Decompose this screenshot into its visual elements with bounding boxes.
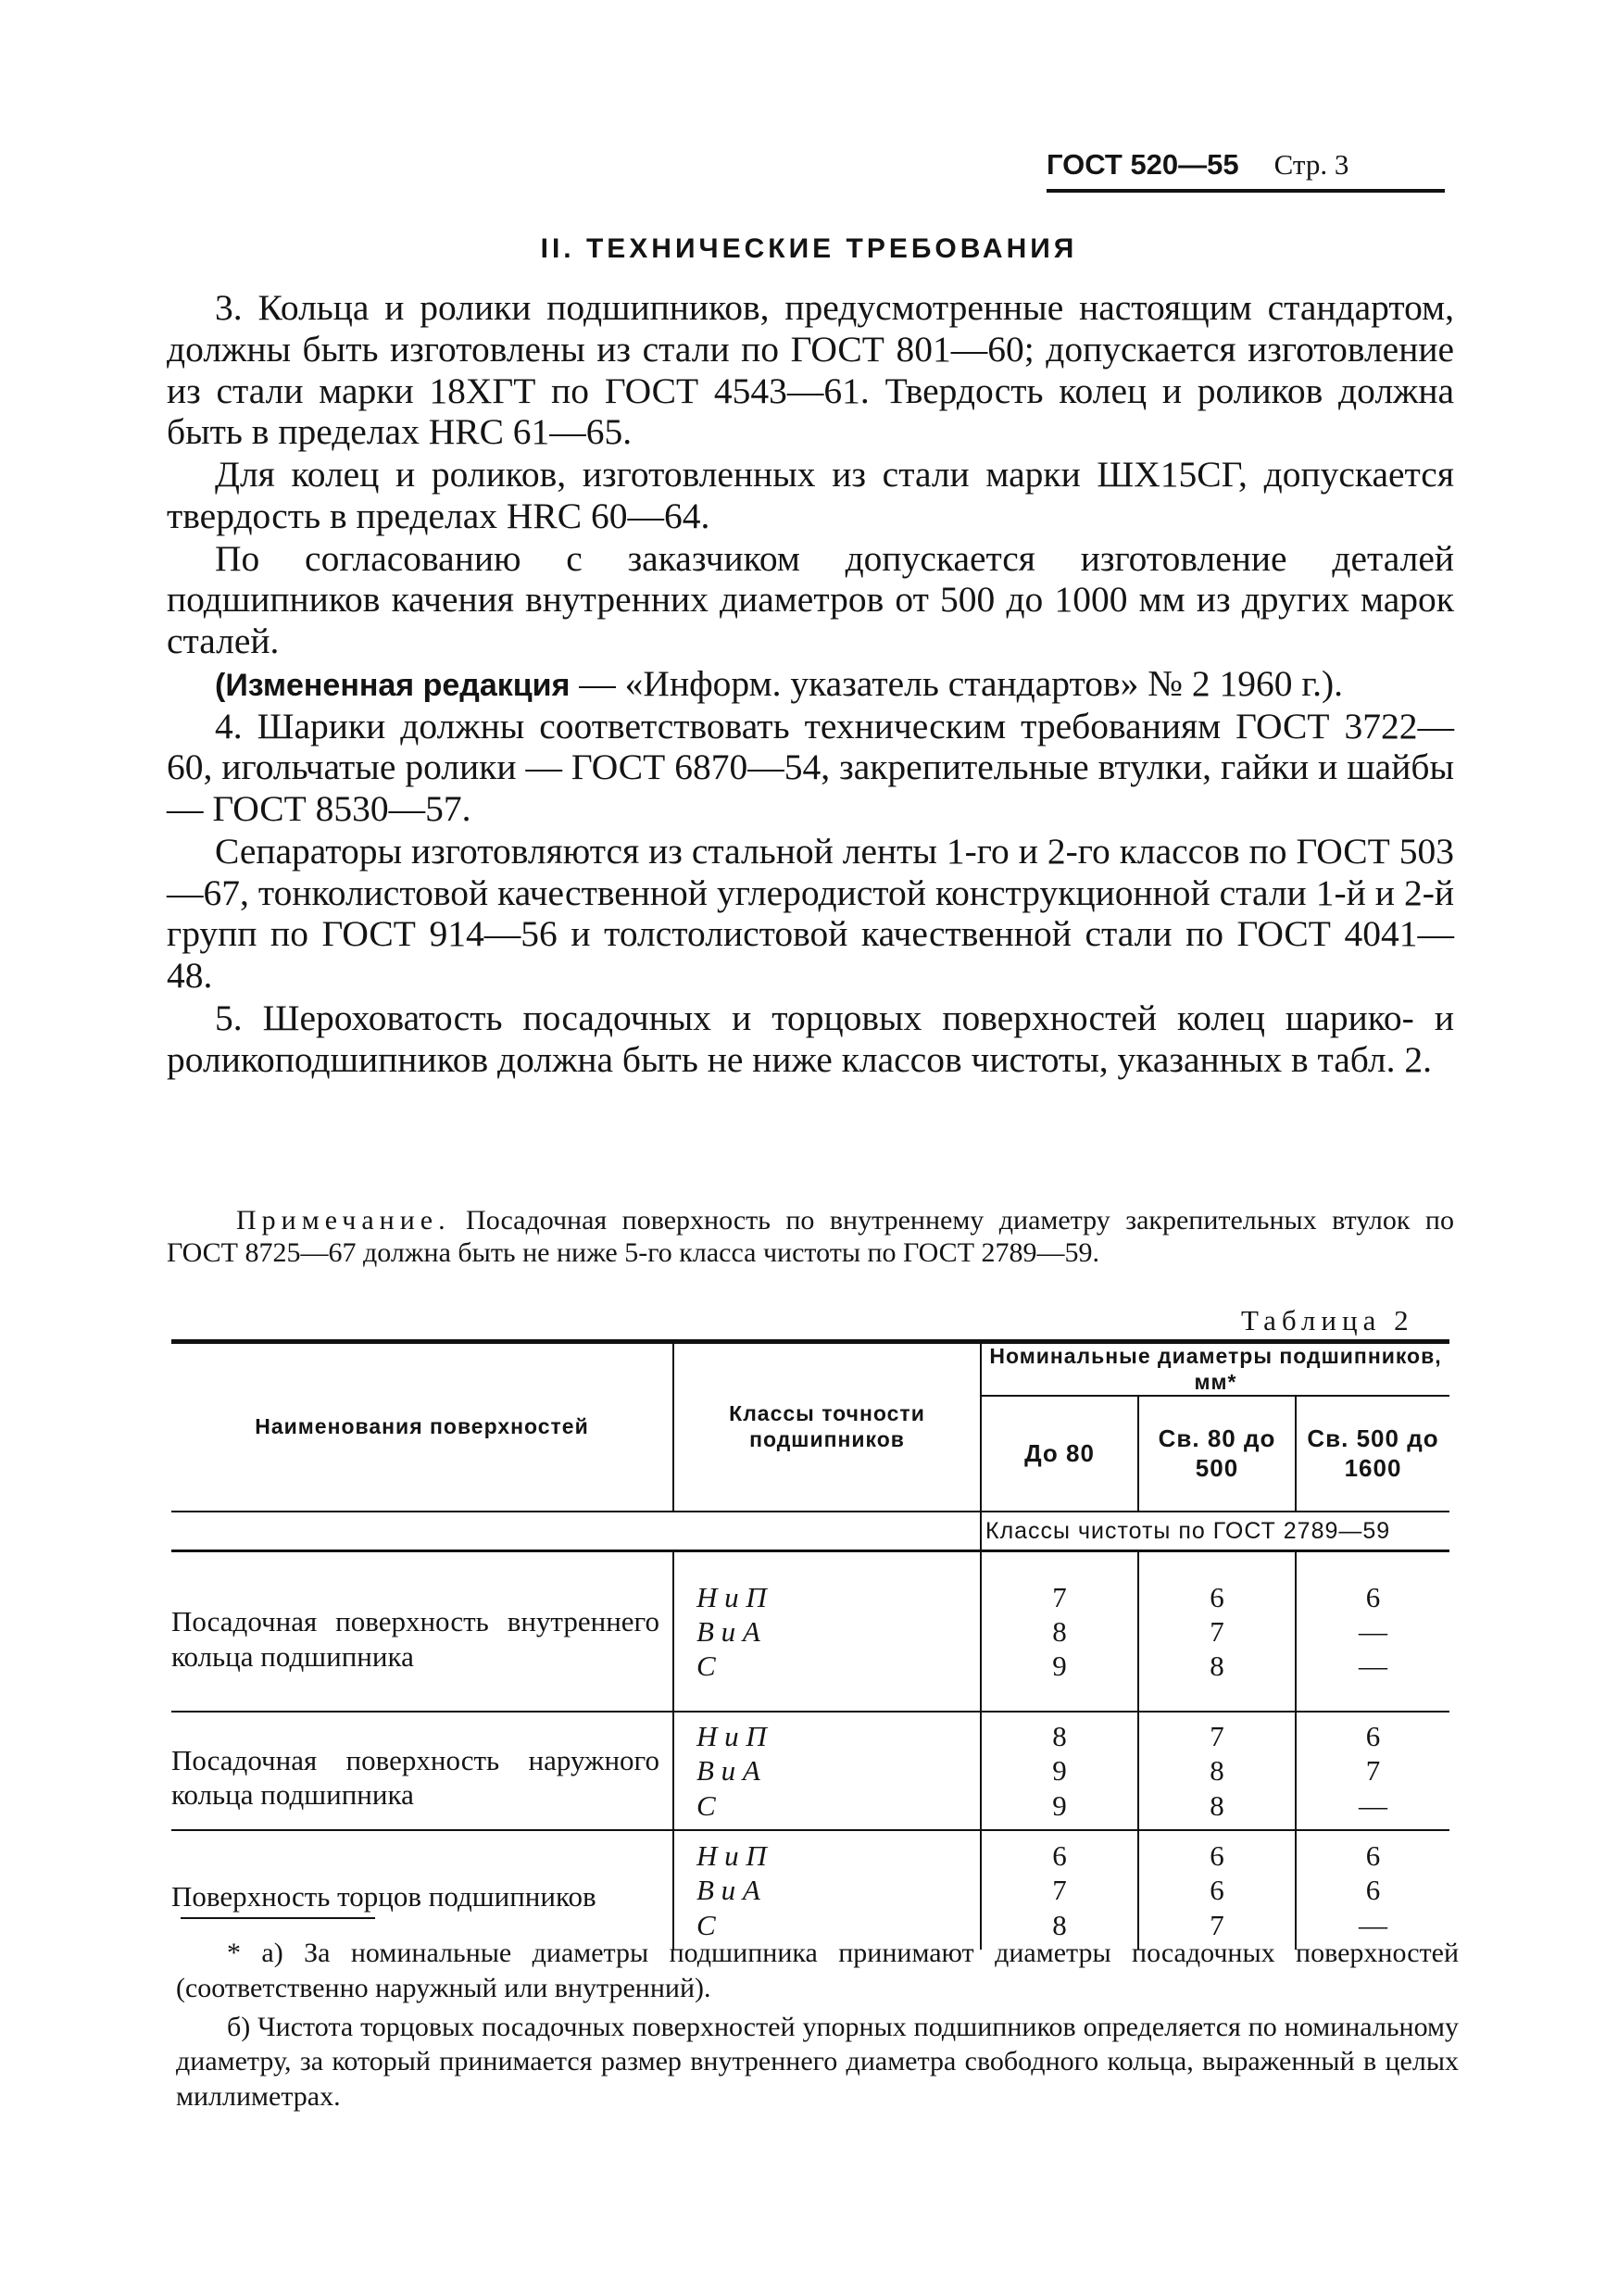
page-number: Стр. 3 xyxy=(1273,148,1349,181)
paragraph-3b: Для колец и роликов, изготовленных из стали марки ШХ15СГ, допускается твердость в пределах HRC 60—64. xyxy=(167,454,1454,536)
body-text xyxy=(167,287,1454,1080)
row-name: Посадочная поверхность внутреннего кольца подшипника xyxy=(171,1551,673,1713)
table-row xyxy=(171,1712,1449,1830)
row-classes: Н и П В и А С xyxy=(673,1551,981,1713)
row-name: Поверхность торцов подшипников xyxy=(171,1880,596,1913)
col-header-name: Наименования поверхностей xyxy=(171,1342,673,1512)
page-header xyxy=(1047,148,1445,193)
col-header-d1: До 80 xyxy=(981,1396,1138,1512)
table-row xyxy=(171,1830,1449,1950)
section-title: II. ТЕХНИЧЕСКИЕ ТРЕБОВАНИЯ xyxy=(540,233,1078,264)
subheader-cleanliness: Классы чистоты по ГОСТ 2789—59 xyxy=(981,1512,1449,1551)
paragraph-4b: Сепараторы изготовляются из стальной ленты 1-го и 2-го классов по ГОСТ 503—67, тонколистовой качественной углеродистой конструкционной стали 1-й и 2-й групп по ГОСТ 914—56 и толстолистовой качественной стали по ГОСТ 4041—48. xyxy=(167,830,1454,996)
footnote-divider xyxy=(181,1917,375,1919)
table-caption: Таблица 2 xyxy=(1241,1304,1414,1336)
row-d3: 6 — — xyxy=(1296,1551,1449,1713)
row-d1: 7 8 9 xyxy=(981,1551,1138,1713)
footnote-a: * а) За номинальные диаметры подшипника принимают диаметры посадочных поверхностей (соответственно наружный или внутренний). xyxy=(176,1938,1459,2003)
row-d2: 7 8 8 xyxy=(1138,1712,1296,1830)
row-d2: 6 7 8 xyxy=(1138,1551,1296,1713)
row-d1: 8 9 9 xyxy=(981,1712,1138,1830)
footnote-b: б) Чистота торцовых посадочных поверхностей упорных подшипников определяется по номинальному диаметру, за который принимается размер внутреннего диаметра свободного кольца, выраженный в целых миллиметрах. xyxy=(176,2011,1459,2113)
table-row xyxy=(171,1551,1449,1713)
row-d3: 6 6 — xyxy=(1296,1830,1449,1950)
table-2 xyxy=(171,1339,1449,1950)
paragraph-3c: По согласованию с заказчиком допускается изготовление деталей подшипников качения внутренних диаметров от 500 до 1000 мм из других марок сталей. xyxy=(167,537,1454,661)
col-header-class: Классы точности подшипников xyxy=(673,1342,981,1512)
paragraph-amendment xyxy=(167,663,1454,705)
col-header-d3: Св. 500 до 1600 xyxy=(1296,1396,1449,1512)
paragraph-5: 5. Шероховатость посадочных и торцовых поверхностей колец шарико- и роликоподшипников должна быть не ниже классов чистоты, указанных в табл. 2. xyxy=(167,997,1454,1080)
footnotes xyxy=(176,1936,1459,2118)
row-classes: Н и П В и А С xyxy=(673,1712,981,1830)
row-classes: Н и П В и А С xyxy=(673,1830,981,1950)
note-text: Посадочная поверхность по внутреннему диаметру закрепительных втулок по ГОСТ 8725—67 должна быть не ниже 5-го класса чистоты по ГОСТ 2789—59. xyxy=(167,1205,1454,1269)
amendment-text: — «Информ. указатель стандартов» № 2 1960 г.). xyxy=(570,662,1343,704)
note-label: Примечание. xyxy=(236,1205,451,1236)
col-header-d2: Св. 80 до 500 xyxy=(1138,1396,1296,1512)
col-header-diameters: Номинальные диаметры подшипников, мм* xyxy=(981,1342,1449,1397)
paragraph-3: 3. Кольца и ролики подшипников, предусмотренные настоящим стандартом, должны быть изготовлены из стали по ГОСТ 801—60; допускается изготовление из стали марки 18ХГТ по ГОСТ 4543—61. Твердость колец и роликов должна быть в пределах HRC 61—65. xyxy=(167,287,1454,453)
row-name: Посадочная поверхность наружного кольца подшипника xyxy=(171,1712,673,1830)
paragraph-4: 4. Шарики должны соответствовать техническим требованиям ГОСТ 3722—60, игольчатые ролики — ГОСТ 6870—54, закрепительные втулки, гайки и шайбы — ГОСТ 8530—57. xyxy=(167,705,1454,829)
standard-number: ГОСТ 520—55 xyxy=(1047,148,1239,181)
row-d2: 6 6 7 xyxy=(1138,1830,1296,1950)
row-d3: 6 7 — xyxy=(1296,1712,1449,1830)
row-d1: 6 7 8 xyxy=(981,1830,1138,1950)
note xyxy=(167,1204,1454,1270)
amendment-label: (Измененная редакция xyxy=(215,667,571,703)
